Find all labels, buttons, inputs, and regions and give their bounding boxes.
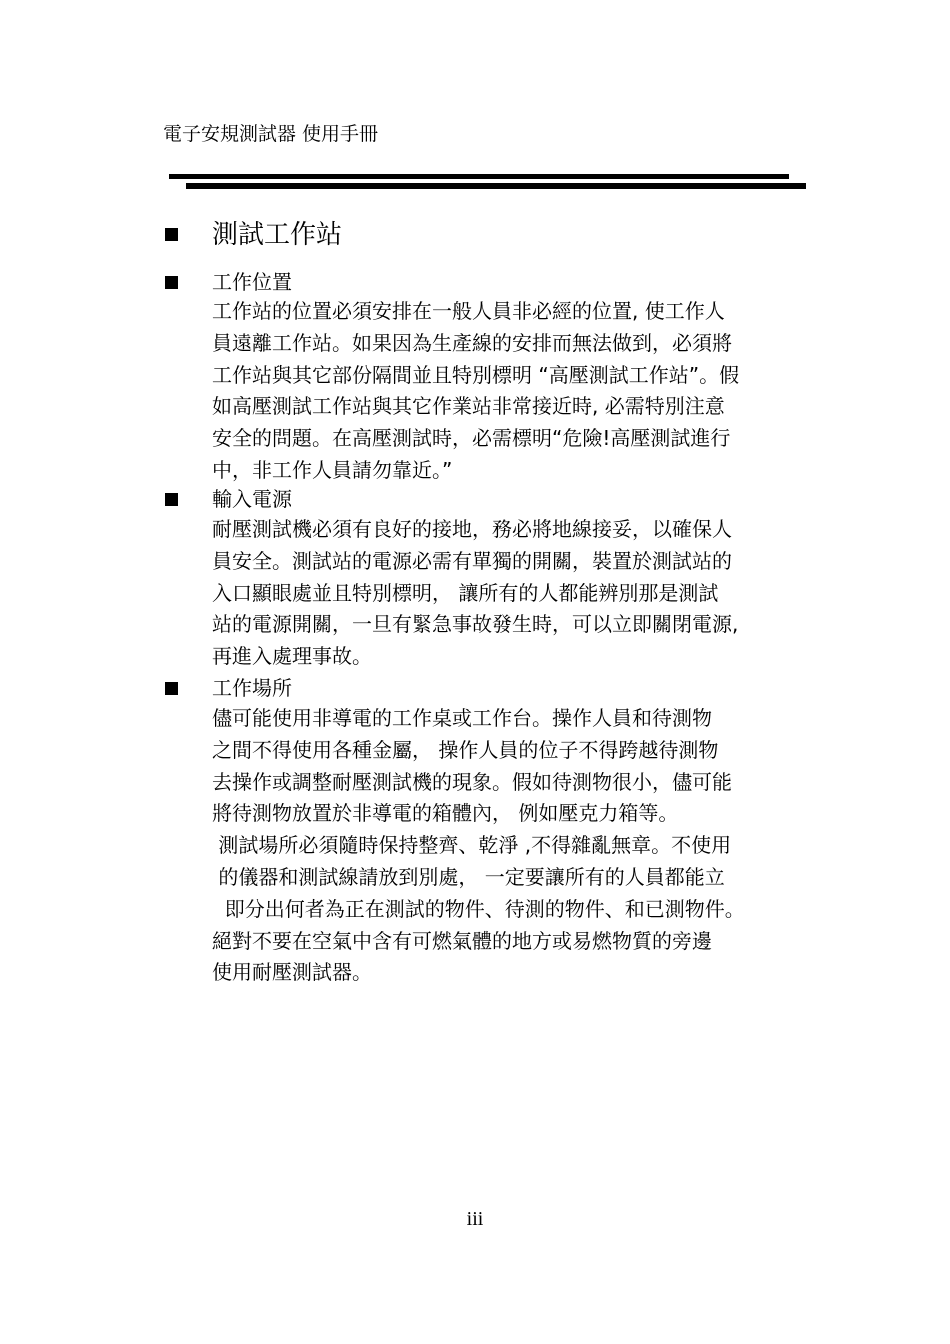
paragraph-line: 去操作或調整耐壓測試機的現象。假如待測物很小，儘可能	[212, 769, 732, 794]
paragraph-line: 如高壓測試工作站與其它作業站非常接近時, 必需特別注意	[212, 394, 725, 419]
paragraph-line: 安全的問題。在高壓測試時，必需標明“危險!高壓測試進行	[212, 426, 731, 451]
paragraph-line: 儘可能使用非導電的工作桌或工作台。操作人員和待測物	[212, 706, 712, 730]
paragraph-line: 員遠離工作站。如果因為生產線的安排而無法做到，必須將	[212, 330, 732, 355]
page-header-title: 電子安規測試器 使用手冊	[163, 123, 379, 145]
paragraph-line: 入口顯眼處並且特別標明， 讓所有的人都能辨別那是測試	[212, 580, 719, 605]
paragraph-line: 即分出何者為正在測試的物件、待測的物件、和已測物件。	[212, 896, 745, 921]
header-divider-thick	[186, 183, 806, 189]
paragraph-line: 絕對不要在空氣中含有可燃氣體的地方或易燃物質的旁邊	[212, 928, 712, 953]
paragraph-line: 員安全。測試站的電源必需有單獨的開關，裝置於測試站的	[212, 548, 732, 573]
paragraph-line: 再進入處理事故。	[212, 644, 372, 669]
item-title-workplace: 工作場所	[212, 676, 292, 700]
paragraph-line: 使用耐壓測試器。	[212, 960, 372, 985]
item-paragraph-work-location	[212, 296, 812, 487]
item-bullet-square-icon	[165, 276, 178, 289]
paragraph-line: 的儀器和測試線請放到別處， 一定要讓所有的人員都能立	[212, 864, 725, 889]
item-paragraph-input-power	[212, 514, 812, 673]
section-bullet-square-icon	[165, 228, 178, 241]
paragraph-line: 站的電源開關，一旦有緊急事故發生時，可以立即關閉電源,	[212, 612, 739, 637]
paragraph-line: 測試場所必須隨時保持整齊、乾淨 ,不得雜亂無章。不使用	[212, 833, 732, 858]
item-bullet-square-icon	[165, 682, 178, 695]
item-paragraph-workplace	[212, 703, 812, 989]
paragraph-line: 工作站的位置必須安排在一般人員非必經的位置, 使工作人	[212, 299, 725, 323]
item-title-input-power: 輸入電源	[212, 487, 292, 511]
paragraph-line: 工作站與其它部份隔間並且特別標明 “高壓測試工作站”。假	[212, 362, 740, 387]
paragraph-line: 耐壓測試機必須有良好的接地，務必將地線接妥，以確保人	[212, 517, 732, 541]
page-number: iii	[466, 1208, 484, 1230]
header-divider-thin	[169, 174, 789, 179]
paragraph-line: 中，非工作人員請勿靠近。”	[212, 457, 453, 482]
paragraph-line: 將待測物放置於非導電的箱體內， 例如壓克力箱等。	[212, 801, 679, 826]
item-title-work-location: 工作位置	[212, 270, 292, 294]
paragraph-line: 之間不得使用各種金屬， 操作人員的位子不得跨越待測物	[212, 737, 719, 762]
section-title: 測試工作站	[212, 220, 343, 250]
item-bullet-square-icon	[165, 493, 178, 506]
